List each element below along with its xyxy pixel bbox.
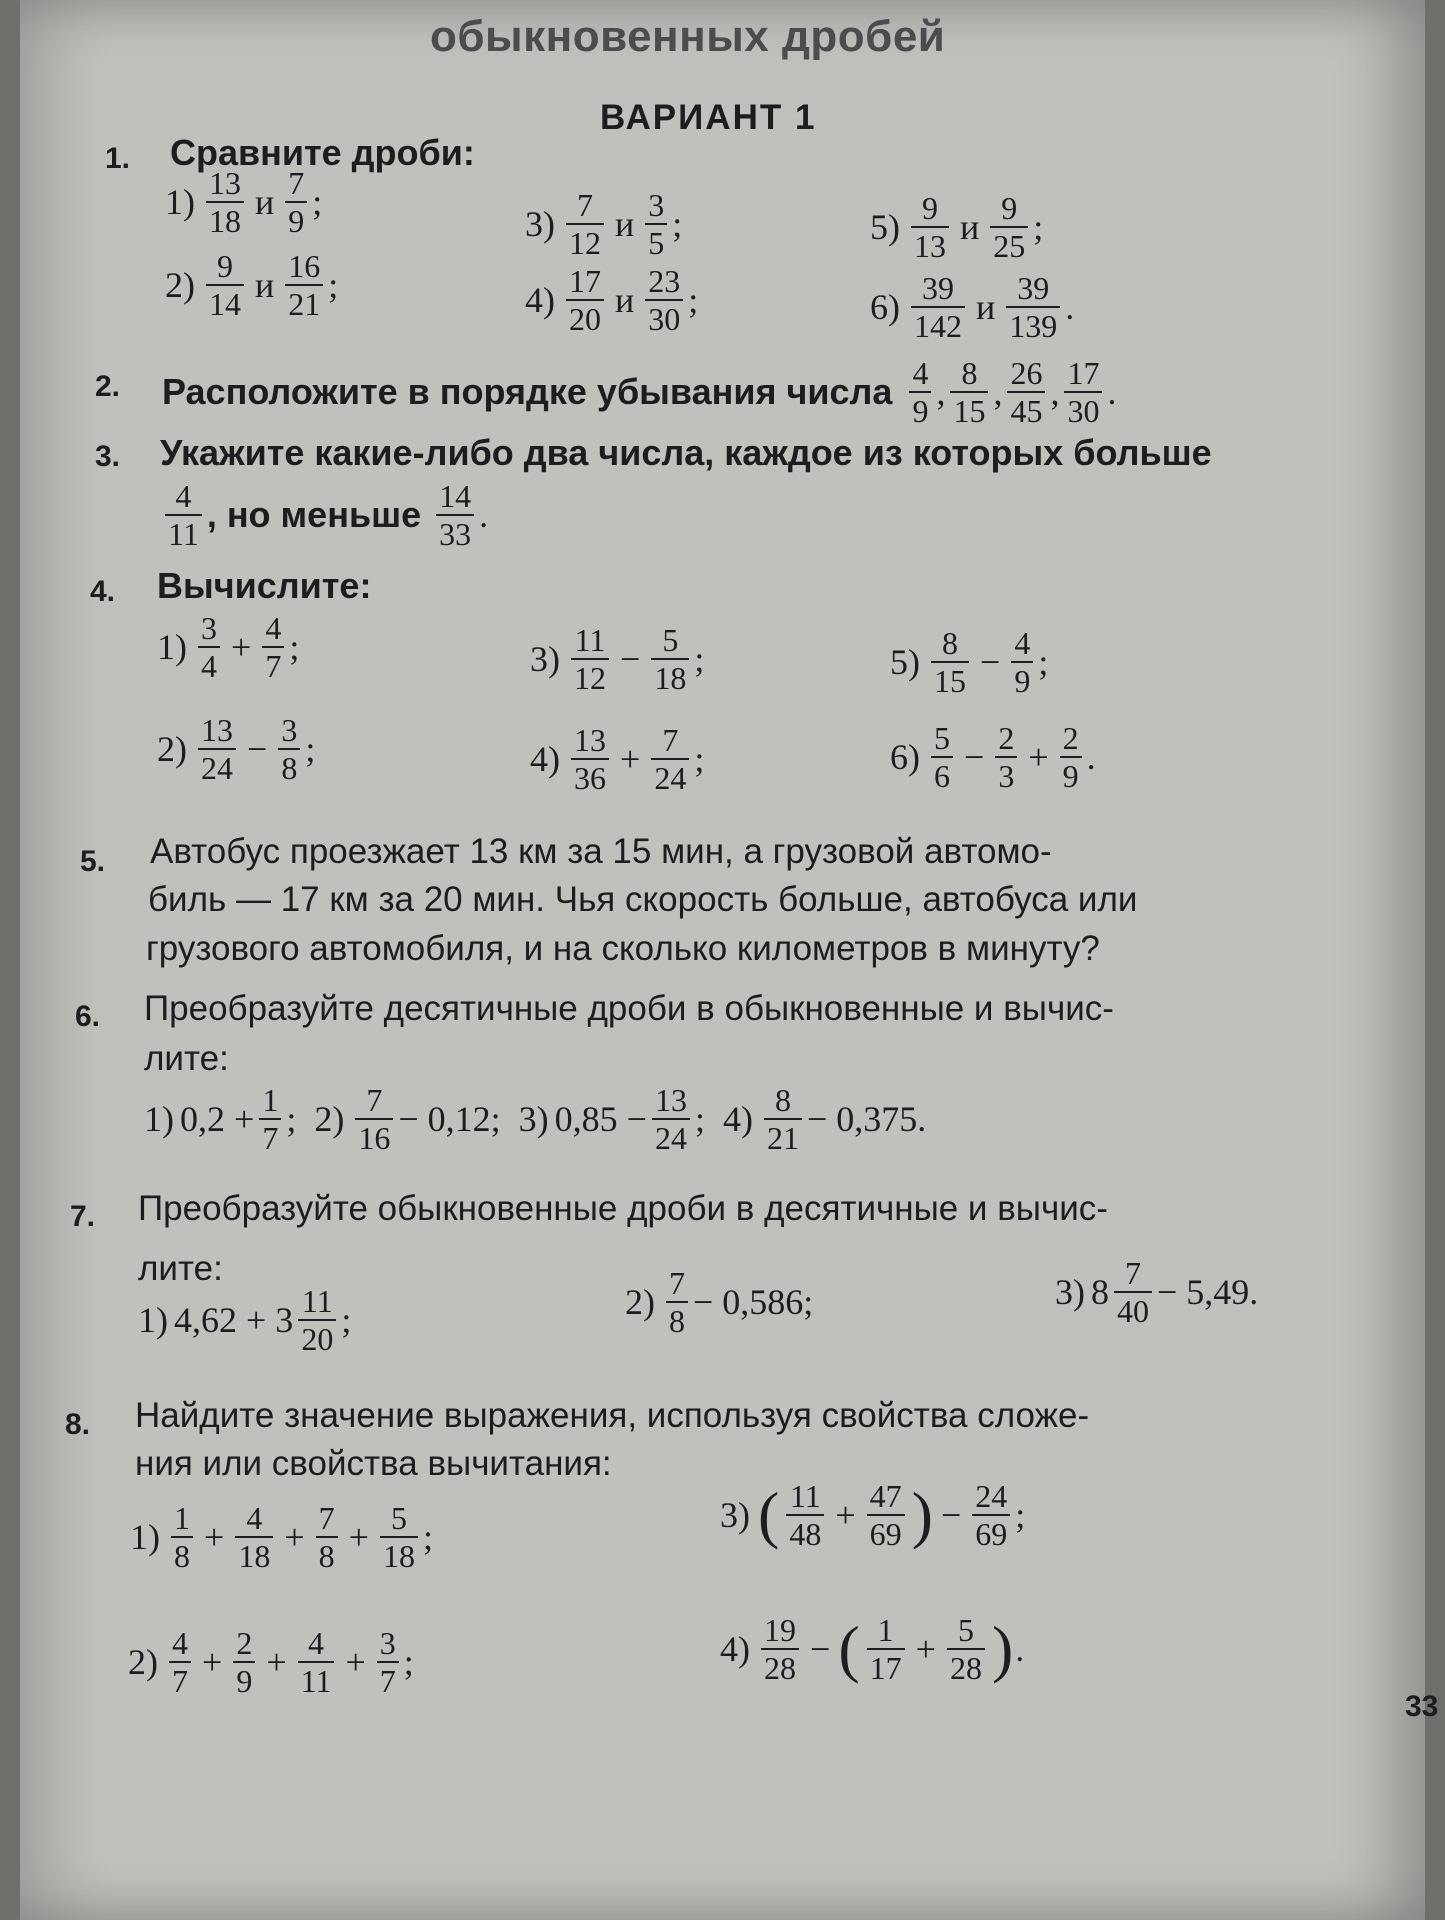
- fraction: $\frac{4}{9}$: [1011, 625, 1033, 699]
- fraction: $\frac{5}{6}$: [931, 720, 953, 794]
- fraction: $\frac{7}{8}$: [666, 1265, 688, 1339]
- compare-item-2: 2) $\frac{9}{14}$ и $\frac{16}{21}$ ;: [165, 248, 339, 322]
- task-7-line-1: Преобразуйте обыкновенные дроби в десятичные и вычис-: [138, 1189, 1108, 1228]
- compare-item-1: 1) $\frac{13}{18}$ и $\frac{7}{9}$ ;: [165, 165, 323, 239]
- fraction: $\frac{47}{69}$: [867, 1478, 905, 1552]
- fraction: $\frac{8}{15}$: [950, 355, 988, 429]
- page-number: 33: [1405, 1690, 1439, 1723]
- fraction: $\frac{13}{36}$: [571, 722, 609, 796]
- fraction: $\frac{11}{20}$: [298, 1283, 336, 1357]
- fraction: $\frac{1}{17}$: [867, 1612, 905, 1686]
- calc-item-4: 4) $\frac{13}{36}$ + $\frac{7}{24}$ ;: [530, 722, 705, 796]
- fraction: $\frac{3}{8}$: [278, 712, 300, 786]
- task-8-item-1: 1) $\frac{1}{8}$ + $\frac{4}{18}$ + $\frac{7}{8}$ + $\frac{5}{18}$ ;: [130, 1500, 433, 1574]
- task-number: 8.: [64, 1408, 90, 1441]
- fraction: $\frac{9}{14}$: [206, 248, 244, 322]
- fraction: $\frac{11}{48}$: [786, 1478, 824, 1552]
- task-5-line-2: биль — 17 км за 20 мин. Чья скорость больше, автобуса или: [148, 880, 1138, 919]
- fraction: $\frac{2}{3}$: [995, 720, 1017, 794]
- fraction: $\frac{2}{9}$: [233, 1625, 255, 1699]
- task-number: 7.: [69, 1200, 95, 1233]
- calc-item-2: 2) $\frac{13}{24}$ − $\frac{3}{8}$ ;: [157, 712, 316, 786]
- fraction: $\frac{4}{7}$: [169, 1625, 191, 1699]
- variant-heading: ВАРИАНТ 1: [600, 98, 817, 137]
- task-number: 5.: [79, 845, 105, 878]
- task-5-line-1: Автобус проезжает 13 км за 15 мин, а грузовой автомо-: [150, 832, 1052, 871]
- fraction: $\frac{17}{30}$: [1064, 355, 1102, 429]
- calc-item-1: 1) $\frac{3}{4}$ + $\frac{4}{7}$ ;: [157, 610, 300, 684]
- fraction: $\frac{11}{12}$: [571, 622, 609, 696]
- fraction: $\frac{39}{139}$: [1006, 270, 1060, 344]
- task-instruction: Укажите какие-либо два числа, каждое из которых больше: [160, 432, 1212, 473]
- calc-item-6: 6) $\frac{5}{6}$ − $\frac{2}{3}$ + $\frac{2}{9}$ .: [890, 720, 1096, 794]
- fraction: $\frac{39}{142}$: [911, 270, 965, 344]
- task-8-item-2: 2) $\frac{4}{7}$ + $\frac{2}{9}$ + $\frac{4}{11}$ + $\frac{3}{7}$ ;: [128, 1625, 414, 1699]
- task-7-item-2: 2) $\frac{7}{8}$ − 0,586;: [625, 1265, 814, 1339]
- task-6-line-1: Преобразуйте десятичные дроби в обыкновенные и вычис-: [144, 989, 1114, 1028]
- fraction: $\frac{3}{7}$: [377, 1625, 399, 1699]
- fraction: $\frac{7}{40}$: [1114, 1255, 1152, 1329]
- task-number: 2.: [94, 370, 120, 403]
- fraction: $\frac{7}{12}$: [566, 187, 604, 261]
- fraction: $\frac{7}{16}$: [355, 1082, 393, 1156]
- fraction: $\frac{26}{45}$: [1007, 355, 1045, 429]
- task-8-line-2: ния или свойства вычитания:: [135, 1444, 612, 1483]
- task-number: 4.: [89, 575, 115, 608]
- task-2-line: Расположите в порядке убывания числа $\frac{4}{9}$ , $\frac{8}{15}$ , $\frac{26}{45}$ , $\frac{17}{30}$ .: [162, 355, 1117, 429]
- fraction: $\frac{17}{20}$: [566, 263, 604, 337]
- fraction: $\frac{9}{25}$: [990, 190, 1028, 264]
- task-7-item-3: 3) 8 $\frac{7}{40}$ − 5,49.: [1055, 1255, 1259, 1329]
- task-number: 6.: [74, 1000, 100, 1033]
- fraction: $\frac{4}{11}$: [165, 478, 202, 552]
- task-6-line-2: лите:: [144, 1039, 229, 1078]
- section-title: обыкновенных дробей: [430, 12, 946, 61]
- fraction: $\frac{19}{28}$: [761, 1612, 799, 1686]
- task-6-items: 1) 0,2 + $\frac{1}{7}$ ; 2) $\frac{7}{16}$ − 0,12; 3) 0,85 − $\frac{13}{24}$ ; 4) $\frac{8}{21}$ − 0,375.: [144, 1082, 927, 1156]
- textbook-page: [20, 0, 1439, 1920]
- compare-item-4: 4) $\frac{17}{20}$ и $\frac{23}{30}$ ;: [525, 263, 699, 337]
- fraction: $\frac{5}{28}$: [947, 1612, 985, 1686]
- task-number: 3.: [94, 440, 120, 473]
- fraction: $\frac{24}{69}$: [972, 1478, 1010, 1552]
- fraction: $\frac{4}{9}$: [909, 355, 931, 429]
- fraction: $\frac{13}{24}$: [198, 712, 236, 786]
- fraction: $\frac{1}{7}$: [259, 1082, 281, 1156]
- fraction: $\frac{5}{18}$: [651, 622, 689, 696]
- fraction: $\frac{13}{18}$: [206, 165, 244, 239]
- calc-item-5: 5) $\frac{8}{15}$ − $\frac{4}{9}$ ;: [890, 625, 1049, 699]
- fraction: $\frac{7}{9}$: [285, 165, 307, 239]
- fraction: $\frac{1}{8}$: [171, 1500, 193, 1574]
- fraction: $\frac{4}{18}$: [235, 1500, 273, 1574]
- fraction: $\frac{4}{7}$: [262, 610, 284, 684]
- task-5-line-3: грузового автомобиля, и на сколько километров в минуту?: [146, 929, 1100, 968]
- fraction: $\frac{7}{24}$: [651, 722, 689, 796]
- compare-item-3: 3) $\frac{7}{12}$ и $\frac{3}{5}$ ;: [525, 187, 683, 261]
- fraction: $\frac{7}{8}$: [316, 1500, 338, 1574]
- fraction: $\frac{5}{18}$: [380, 1500, 418, 1574]
- task-8-line-1: Найдите значение выражения, используя свойства сложе-: [135, 1396, 1090, 1435]
- fraction: $\frac{8}{21}$: [764, 1082, 802, 1156]
- fraction: $\frac{3}{5}$: [645, 187, 667, 261]
- fraction: $\frac{13}{24}$: [652, 1082, 690, 1156]
- task-8-item-3: 3) ( $\frac{11}{48}$ + $\frac{47}{69}$ ) − $\frac{24}{69}$ ;: [720, 1478, 1026, 1552]
- fraction: $\frac{8}{15}$: [931, 625, 969, 699]
- fraction: $\frac{2}{9}$: [1060, 720, 1082, 794]
- fraction: $\frac{16}{21}$: [285, 248, 323, 322]
- fraction: $\frac{23}{30}$: [645, 263, 683, 337]
- fraction: $\frac{9}{13}$: [911, 190, 949, 264]
- compare-item-5: 5) $\frac{9}{13}$ и $\frac{9}{25}$ ;: [870, 190, 1044, 264]
- fraction: $\frac{14}{33}$: [436, 478, 474, 552]
- task-number: 1.: [104, 142, 130, 175]
- task-3-line: $\frac{4}{11}$ , но меньше $\frac{14}{33}$ .: [160, 478, 488, 552]
- compare-item-6: 6) $\frac{39}{142}$ и $\frac{39}{139}$ .: [870, 270, 1075, 344]
- fraction: $\frac{3}{4}$: [198, 610, 220, 684]
- calc-item-3: 3) $\frac{11}{12}$ − $\frac{5}{18}$ ;: [530, 622, 705, 696]
- task-instruction: Сравните дроби:: [170, 132, 475, 173]
- task-7-item-1: 1) 4,62 + 3 $\frac{11}{20}$ ;: [138, 1283, 352, 1357]
- task-8-item-4: 4) $\frac{19}{28}$ − ( $\frac{1}{17}$ + $\frac{5}{28}$ ) .: [720, 1612, 1025, 1686]
- task-instruction: Вычислите:: [157, 565, 372, 606]
- task-7-line-2: лите:: [138, 1249, 223, 1288]
- fraction: $\frac{4}{11}$: [298, 1625, 335, 1699]
